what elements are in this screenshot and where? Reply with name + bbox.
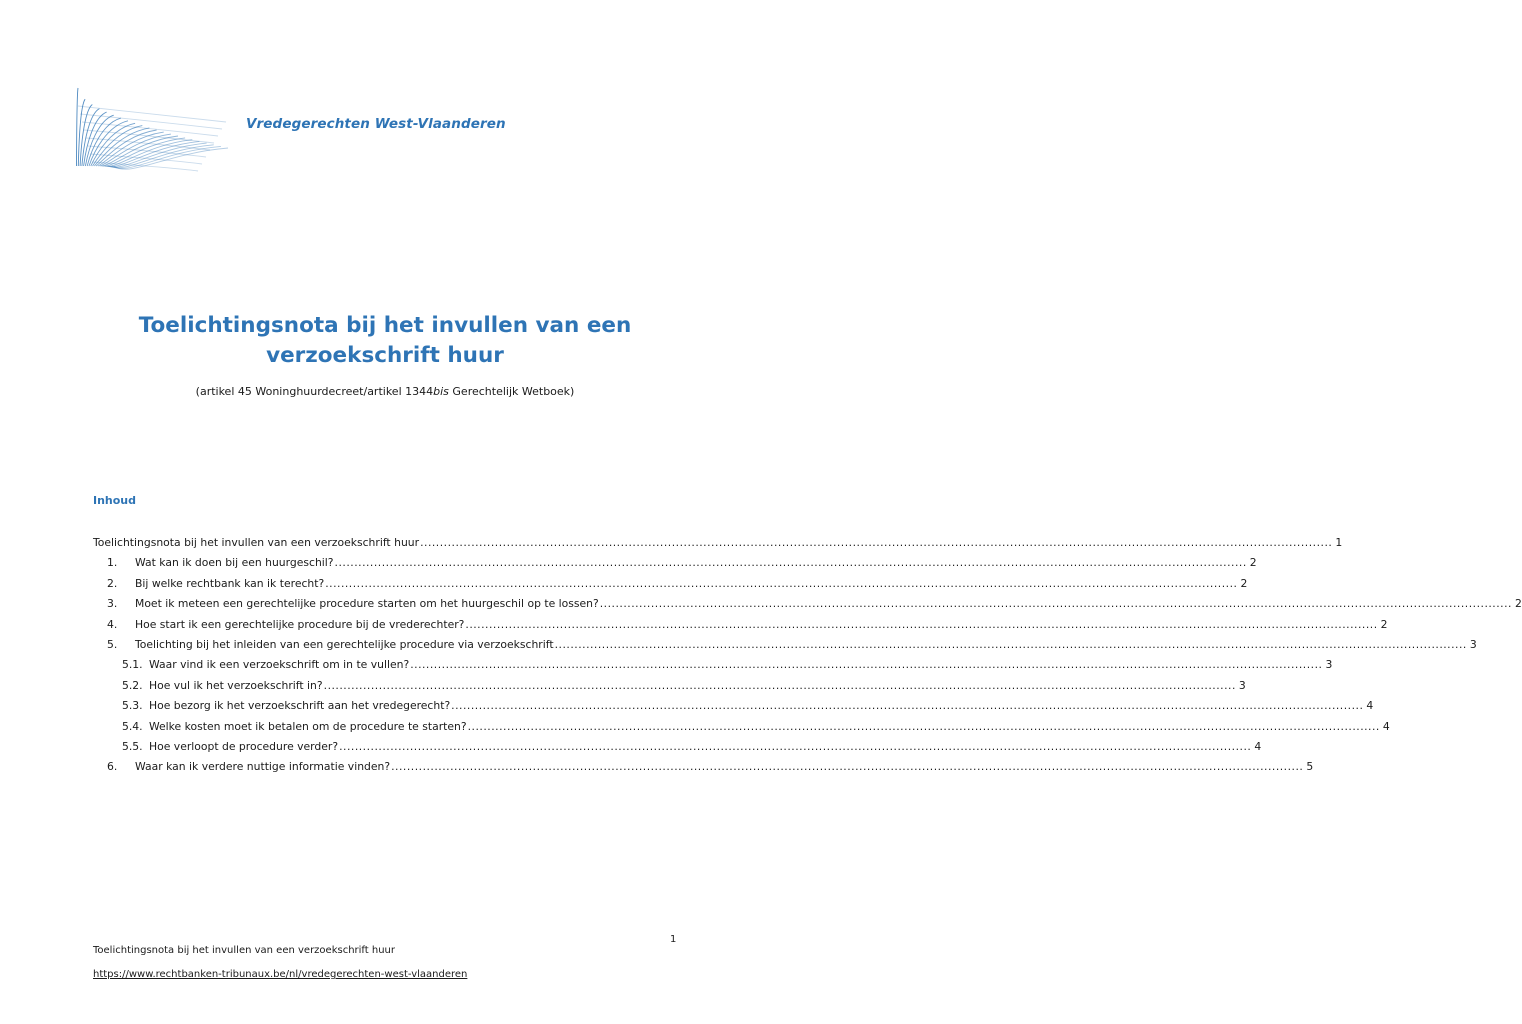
- toc-entry-text: Moet ik meteen een gerechtelijke procedure starten om het huurgeschil op te lossen?: [135, 597, 599, 611]
- toc-entry-text: Bij welke rechtbank kan ik terecht?: [135, 576, 325, 590]
- toc-entry-page: 3: [1238, 678, 1246, 692]
- toc-entry-number: 5.: [107, 638, 118, 651]
- toc-entry-text: Hoe vul ik het verzoekschrift in?: [149, 678, 323, 692]
- toc-entry[interactable]: [107, 617, 1388, 634]
- toc-entry[interactable]: [107, 556, 1257, 572]
- document-title-line-1: Toelichtingsnota bij het invullen van een: [138, 313, 632, 338]
- toc-dot-leader: [451, 699, 1363, 712]
- toc-entry-number: 5.1.: [122, 658, 143, 672]
- toc-entry[interactable]: [122, 719, 1390, 736]
- logo-line: [80, 114, 222, 129]
- toc-dot-leader: [555, 638, 1467, 651]
- toc-entry[interactable]: [93, 536, 1343, 552]
- toc-entry-page: 2: [1249, 556, 1257, 570]
- toc-entry-page: 2: [1240, 576, 1248, 590]
- toc-entry-text: Waar kan ik verdere nuttige informatie vinden?: [135, 760, 391, 774]
- toc-heading: Inhoud: [93, 494, 137, 507]
- toc-entry-text: Toelichting bij het inleiden van een gerechtelijke procedure via verzoekschrift: [135, 638, 554, 651]
- toc-entry[interactable]: [107, 638, 1477, 654]
- toc-dot-leader: [335, 556, 1247, 569]
- toc-entry[interactable]: [107, 760, 1314, 776]
- org-name: Vredegerechten West-Vlaanderen: [246, 116, 506, 132]
- toc-entry-page: 5: [1306, 760, 1314, 774]
- toc-entry[interactable]: [107, 576, 1248, 593]
- toc-entry-number: 5.3.: [122, 699, 143, 713]
- stylized-building-lines-logo: [76, 86, 236, 168]
- toc-entry-number: 3.: [107, 597, 118, 611]
- toc-dot-leader: [468, 720, 1380, 733]
- toc-entry-number: 2.: [107, 576, 118, 590]
- toc-entry-text: Welke kosten moet ik betalen om de procedure te starten?: [149, 719, 467, 733]
- toc-dot-leader: [339, 740, 1251, 753]
- logo-line: [78, 106, 226, 122]
- toc-entry-number: 5.2.: [122, 678, 143, 692]
- toc-entry[interactable]: [122, 699, 1374, 715]
- subtitle-italic: bis: [433, 385, 449, 398]
- footer-page-number: 1: [670, 934, 677, 945]
- toc-dot-leader: [410, 658, 1322, 671]
- toc-dot-leader: [600, 597, 1512, 610]
- toc-entry-number: 6.: [107, 760, 118, 774]
- toc-entry-page: 4: [1382, 719, 1390, 733]
- toc-entry-page: 3: [1325, 658, 1333, 672]
- subtitle-suffix: Gerechtelijk Wetboek): [448, 385, 575, 398]
- toc-entry-page: 3: [1469, 638, 1477, 651]
- toc-entry[interactable]: [122, 658, 1333, 674]
- toc-entry-number: 4.: [107, 617, 118, 631]
- toc-entry-text: Hoe start ik een gerechtelijke procedure bij de vrederechter?: [135, 617, 465, 631]
- footer-title: Toelichtingsnota bij het invullen van een verzoekschrift huur: [93, 945, 396, 956]
- toc-dot-leader: [324, 679, 1236, 692]
- toc-dot-leader: [325, 577, 1237, 590]
- logo-line: [78, 99, 85, 166]
- document-title-line-2: verzoekschrift huur: [266, 343, 504, 368]
- logo-line: [77, 88, 79, 166]
- toc-entry-page: 1: [1335, 536, 1343, 549]
- toc-entry-page: 4: [1254, 740, 1262, 753]
- subtitle-prefix: (artikel 45 Woninghuurdecreet/artikel 1344: [195, 385, 434, 398]
- toc-entry[interactable]: [122, 740, 1262, 756]
- toc-entry-number: 1.: [107, 556, 118, 570]
- toc-entry-page: 4: [1366, 699, 1374, 713]
- toc-entry-text: Toelichtingsnota bij het invullen van een verzoekschrift huur: [93, 536, 420, 549]
- footer-url-link[interactable]: https://www.rechtbanken-tribunaux.be/nl/vredegerechten-west-vlaanderen: [93, 969, 468, 980]
- toc-dot-leader: [420, 536, 1332, 549]
- toc-entry-page: 2: [1380, 617, 1388, 631]
- toc-entry-number: 5.4.: [122, 719, 143, 733]
- logo-line: [82, 122, 218, 136]
- toc-entry-text: Waar vind ik een verzoekschrift om in te vullen?: [149, 658, 410, 672]
- toc-dot-leader: [465, 618, 1377, 631]
- toc-entry[interactable]: [107, 597, 1522, 613]
- toc-entry-text: Hoe bezorg ik het verzoekschrift aan het vredegerecht?: [149, 699, 451, 713]
- toc-entry[interactable]: [122, 678, 1246, 695]
- toc-entry-number: 5.5.: [122, 740, 143, 753]
- toc-entry-text: Hoe verloopt de procedure verder?: [149, 740, 339, 753]
- toc-dot-leader: [391, 760, 1303, 773]
- document-title: [0, 311, 770, 371]
- toc-entry-text: Wat kan ik doen bij een huurgeschil?: [135, 556, 334, 570]
- document-subtitle: [0, 385, 770, 398]
- toc-entry-page: 2: [1514, 597, 1522, 611]
